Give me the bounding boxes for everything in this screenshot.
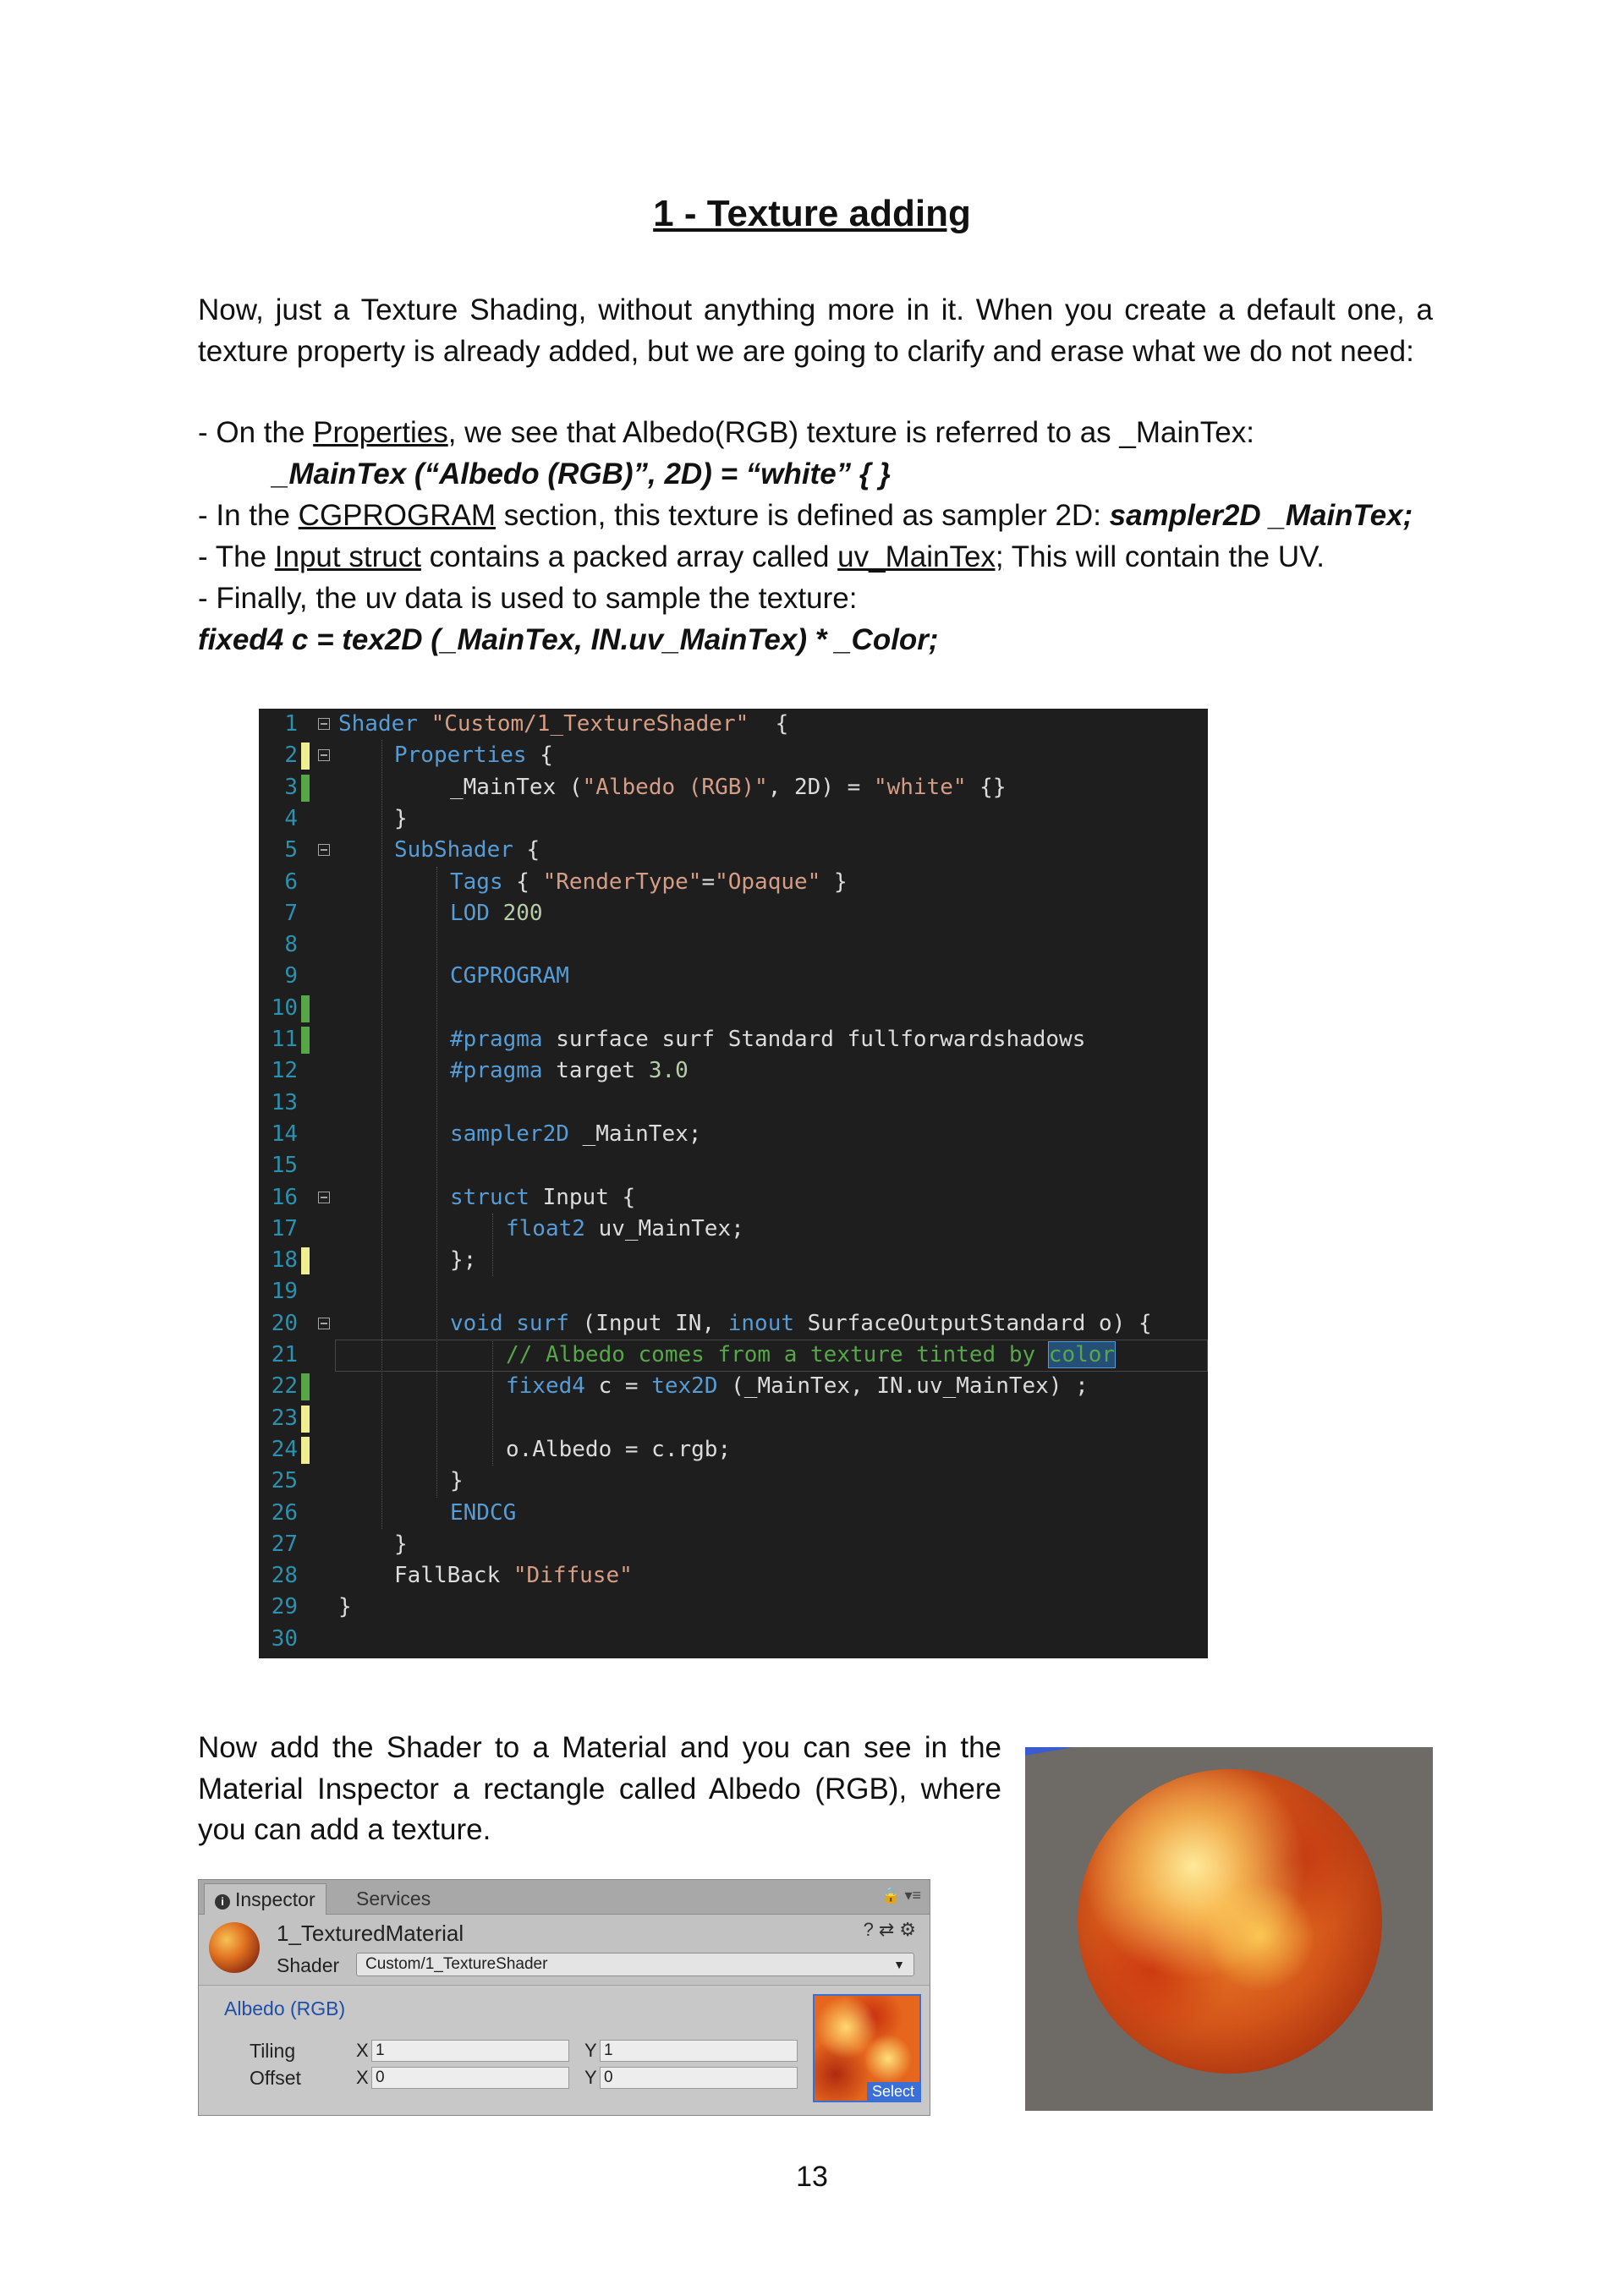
code-text: _MainTex ("Albedo (RGB)", 2D) = "white" {} <box>450 774 1007 800</box>
code-text: } <box>338 1594 352 1620</box>
code-line <box>259 1214 1208 1245</box>
line-number: 9 <box>284 963 298 989</box>
code-text: Shader "Custom/1_TextureShader" { <box>338 711 789 737</box>
code-editor-screenshot <box>259 709 1208 1658</box>
info-icon: i <box>215 1894 230 1910</box>
line-number: 26 <box>271 1499 298 1526</box>
code-line <box>259 772 1208 803</box>
code-line <box>259 929 1208 961</box>
change-marker <box>301 1406 310 1433</box>
collapse-icon[interactable] <box>318 749 330 761</box>
albedo-texture-slot[interactable] <box>813 1994 921 2102</box>
line-number: 19 <box>271 1279 298 1305</box>
code-line <box>259 1276 1208 1307</box>
intro-text: Now, just a Texture Shading, without anything more in it. When you create a default one, a texture property is already added, but we are going to clarify and erase what we do not need: <box>198 293 1433 368</box>
tab-services[interactable]: Services <box>356 1888 431 1910</box>
sampler-code: sampler2D _MainTex; <box>1109 499 1413 532</box>
offset-y-field[interactable]: 0 <box>600 2067 798 2089</box>
line-number: 5 <box>284 837 298 863</box>
code-text: LOD 200 <box>450 900 543 926</box>
bullet-properties-code: _MainTex (“Albedo (RGB)”, 2D) = “white” { } <box>272 458 891 490</box>
collapse-icon[interactable] <box>318 1192 330 1203</box>
help-icon: ? <box>863 1919 879 1940</box>
code-lines <box>259 709 1208 1658</box>
shader-label: Shader <box>277 1954 340 1976</box>
tab-inspector[interactable]: i Inspector <box>204 1883 326 1915</box>
change-marker <box>301 1247 310 1274</box>
change-marker <box>301 1373 310 1400</box>
line-number: 4 <box>284 805 298 831</box>
material-name: 1_TexturedMaterial <box>277 1921 464 1946</box>
sphere-preview <box>1025 1747 1433 2111</box>
textured-sphere <box>1078 1769 1382 2074</box>
preset-icon: ⇄ <box>878 1919 900 1940</box>
code-line <box>259 835 1208 866</box>
code-text: o.Albedo = c.rgb; <box>506 1436 732 1462</box>
line-number: 20 <box>271 1310 298 1336</box>
page-number: 13 <box>796 2161 828 2193</box>
line-number: 22 <box>271 1373 298 1400</box>
code-text: #pragma surface surf Standard fullforwardshadows <box>450 1027 1086 1052</box>
line-number: 2 <box>284 743 298 769</box>
tiling-label: Tiling <box>250 2040 296 2062</box>
offset-x-axis: X <box>356 2067 369 2088</box>
code-line <box>259 1245 1208 1276</box>
code-text: SubShader { <box>394 837 540 863</box>
offset-label: Offset <box>250 2067 301 2089</box>
uv-maintex-link: uv_MainTex; <box>837 540 1004 573</box>
code-line <box>259 1371 1208 1402</box>
line-number: 1 <box>284 711 298 737</box>
line-number: 12 <box>271 1058 298 1084</box>
code-line <box>259 1434 1208 1466</box>
tiling-x-axis: X <box>356 2040 369 2061</box>
properties-link: Properties <box>313 416 448 449</box>
code-line <box>259 1088 1208 1119</box>
line-number: 16 <box>271 1184 298 1210</box>
line-number: 6 <box>284 869 298 895</box>
code-text: #pragma target 3.0 <box>450 1058 689 1084</box>
line-number: 3 <box>284 774 298 800</box>
code-line <box>259 740 1208 771</box>
code-text: Properties { <box>394 743 553 769</box>
bullet-properties: - On the Properties, we see that Albedo(RGB) texture is referred to as _MainTex: <box>198 416 1254 449</box>
offset-x-field[interactable]: 0 <box>371 2067 569 2089</box>
material-inspector-screenshot <box>198 1879 930 2116</box>
code-line <box>259 1340 1208 1371</box>
code-text: }; <box>450 1247 477 1274</box>
code-text: sampler2D _MainTex; <box>450 1121 702 1147</box>
code-line <box>259 1624 1208 1655</box>
code-line <box>259 1055 1208 1087</box>
cgprogram-link: CGPROGRAM <box>298 499 497 532</box>
bullet-finally: - Finally, the uv data is used to sample the texture: <box>198 582 858 615</box>
tiling-y-axis: Y <box>584 2040 597 2061</box>
line-number: 18 <box>271 1247 298 1274</box>
code-line <box>259 993 1208 1024</box>
code-text: fixed4 c = tex2D (_MainTex, IN.uv_MainTex) ; <box>506 1373 1089 1400</box>
change-marker <box>301 995 310 1022</box>
code-text: // Albedo comes from a texture tinted by color <box>506 1342 1116 1367</box>
collapse-icon[interactable] <box>318 1318 330 1329</box>
line-number: 15 <box>271 1153 298 1179</box>
line-number: 21 <box>271 1342 298 1367</box>
intro-line-1 <box>198 290 1433 372</box>
code-text: } <box>450 1468 464 1494</box>
code-line <box>259 961 1208 992</box>
bullet-cgprogram: - In the CGPROGRAM section, this texture is defined as sampler 2D: sampler2D _MainTex; <box>198 499 1413 532</box>
code-line <box>259 1592 1208 1623</box>
code-line <box>259 867 1208 898</box>
line-number: 30 <box>271 1625 298 1652</box>
change-marker <box>301 743 310 770</box>
code-text: struct Input { <box>450 1184 636 1210</box>
tiling-x-field[interactable]: 1 <box>371 2040 569 2062</box>
code-line <box>259 898 1208 929</box>
code-line <box>259 1498 1208 1529</box>
change-marker <box>301 1437 310 1464</box>
gear-icon: ⚙ <box>899 1919 921 1940</box>
scene-edge <box>1025 1747 1084 1756</box>
line-number: 14 <box>271 1121 298 1147</box>
code-text: } <box>394 1531 408 1557</box>
code-text: float2 uv_MainTex; <box>506 1215 744 1241</box>
line-number: 13 <box>271 1089 298 1115</box>
collapse-icon[interactable] <box>318 718 330 730</box>
material-paragraph: Now add the Shader to a Material and you can see in the Material Inspector a rectangle called Albedo (RGB), where you can add a texture. <box>198 1731 1001 1846</box>
line-number: 7 <box>284 900 298 926</box>
line-number: 28 <box>271 1563 298 1589</box>
line-number: 10 <box>271 995 298 1021</box>
code-line <box>259 1403 1208 1434</box>
shader-dropdown[interactable]: Custom/1_TextureShader ▼ <box>356 1953 914 1976</box>
code-line <box>259 709 1208 740</box>
change-marker <box>301 775 310 802</box>
offset-y-axis: Y <box>584 2067 597 2088</box>
code-text: } <box>394 805 408 831</box>
collapse-icon[interactable] <box>318 844 330 856</box>
material-thumbnail <box>209 1922 260 1973</box>
inspector-tabbar <box>199 1880 930 1915</box>
code-line <box>259 1560 1208 1592</box>
tiling-y-field[interactable]: 1 <box>600 2040 798 2062</box>
line-number: 23 <box>271 1405 298 1431</box>
code-text: FallBack "Diffuse" <box>394 1563 633 1589</box>
line-number: 24 <box>271 1436 298 1462</box>
bullet-finally-code: fixed4 c = tex2D (_MainTex, IN.uv_MainTex) * _Color; <box>198 623 939 656</box>
albedo-section <box>199 1985 930 2116</box>
input-struct-link: Input struct <box>274 540 421 573</box>
code-line <box>259 1119 1208 1150</box>
line-number: 17 <box>271 1215 298 1241</box>
bullet-input-struct: - The Input struct contains a packed array called uv_MainTex; This will contain the UV. <box>198 540 1325 573</box>
code-line <box>259 1466 1208 1497</box>
lock-menu-icon[interactable]: 🔒 ▾≡ <box>881 1887 921 1904</box>
line-number: 29 <box>271 1594 298 1620</box>
line-number: 25 <box>271 1468 298 1494</box>
code-text: CGPROGRAM <box>450 963 569 989</box>
code-text: ENDCG <box>450 1499 517 1526</box>
code-line <box>259 1024 1208 1055</box>
code-text: Tags { "RenderType"="Opaque" } <box>450 869 848 895</box>
line-number: 27 <box>271 1531 298 1557</box>
code-line <box>259 1182 1208 1214</box>
code-line <box>259 1150 1208 1181</box>
code-text: void surf (Input IN, inout SurfaceOutputStandard o) { <box>450 1310 1152 1336</box>
code-line <box>259 803 1208 835</box>
line-number: 8 <box>284 932 298 958</box>
page-title: 1 - Texture adding <box>653 193 971 234</box>
code-line <box>259 1529 1208 1560</box>
line-number: 11 <box>271 1027 298 1052</box>
header-icons[interactable] <box>864 1919 921 1941</box>
code-line <box>259 1308 1208 1340</box>
change-marker <box>301 1027 310 1054</box>
select-button[interactable]: Select <box>867 2082 919 2101</box>
albedo-label: Albedo (RGB) <box>224 1997 346 2019</box>
chevron-down-icon: ▼ <box>893 1958 905 1971</box>
